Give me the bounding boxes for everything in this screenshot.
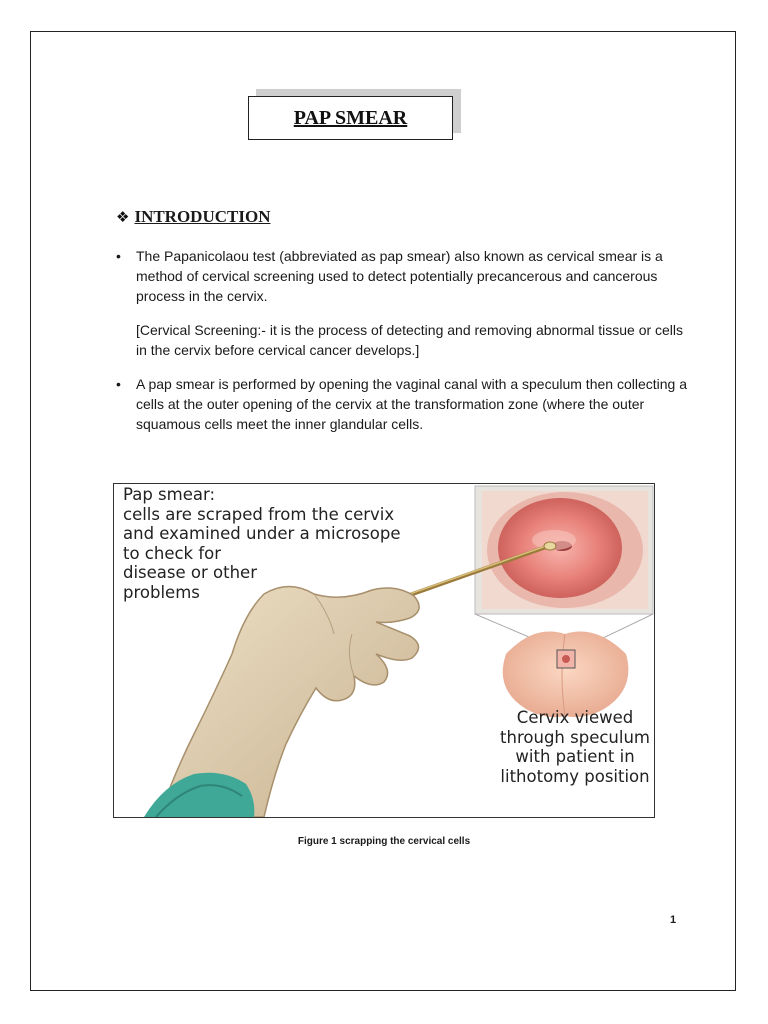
section-heading-text: INTRODUCTION	[134, 207, 271, 226]
section-heading	[116, 207, 270, 227]
pelvis-illustration	[503, 632, 629, 718]
figure-description: Pap smear: cells are scraped from the cervix and examined under a microsope to check for disease or other problems	[123, 485, 401, 602]
pap-smear-figure	[113, 483, 655, 818]
figure-inset-label: Cervix viewed through speculum with patient in lithotomy position	[500, 708, 650, 786]
paragraph-3: A pap smear is performed by opening the vaginal canal with a speculum then collecting a cells at the outer opening of the cervix at the transformation zone (where the outer squamous cells meet the inner glandular cells.	[136, 376, 687, 432]
bullet-dot-1: •	[116, 248, 121, 264]
paragraph-1: The Papanicolaou test (abbreviated as pap smear) also known as cervical smear is a method of cervical screening used to detect potentially precancerous and cancerous process in the cervix.	[136, 248, 663, 304]
sleeve	[144, 773, 254, 817]
page-number: 1	[670, 914, 677, 926]
title-box	[248, 96, 453, 140]
diamond-bullet-icon: ❖	[116, 208, 130, 226]
paragraph-2: [Cervical Screening:- it is the process of detecting and removing abnormal tissue or cells in the cervix before cervical cancer develops.]	[136, 322, 684, 358]
figure-caption: Figure 1 scrapping the cervical cells	[297, 836, 471, 847]
cervix-inset	[475, 486, 653, 614]
bullet-dot-2: •	[116, 376, 121, 392]
page-title: PAP SMEAR	[293, 106, 408, 129]
